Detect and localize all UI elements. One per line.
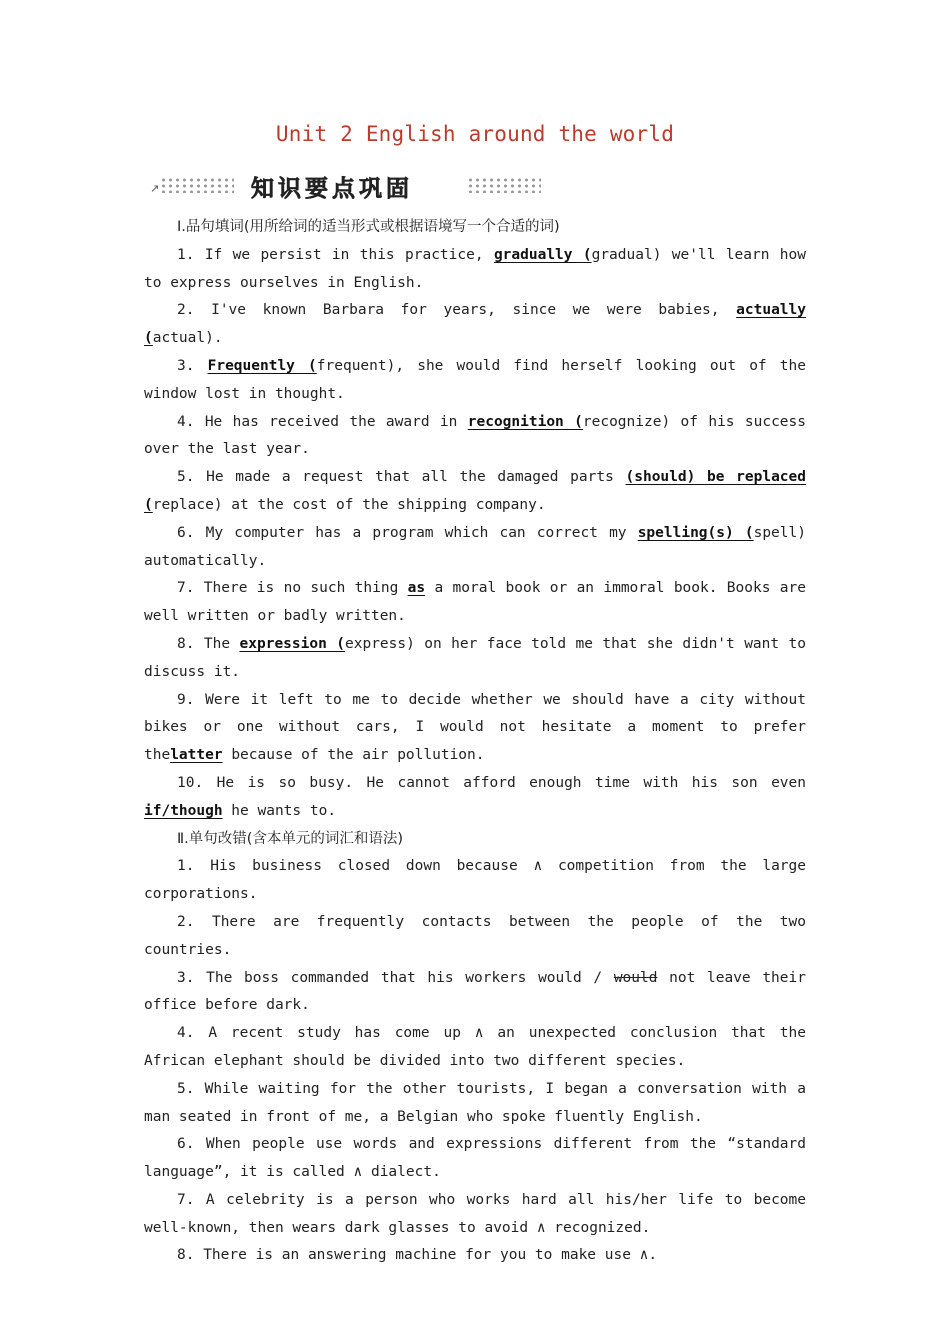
answer: actually ( bbox=[144, 302, 806, 347]
page-title: Unit 2 English around the world bbox=[275, 122, 675, 146]
fill-item-4: 4. He has received the award in recognition (recognize) of his success over the last year. bbox=[144, 413, 806, 458]
fill-item-7: 7. There is no such thing as a moral book or an immoral book. Books are well written or badly written. bbox=[144, 580, 806, 625]
section2-heading: Ⅱ.单句改错(含本单元的词汇和语法) bbox=[177, 830, 404, 847]
fill-item-8: 8. The expression (express) on her face told me that she didn't want to discuss it. bbox=[144, 635, 807, 680]
banner-title: 知识要点巩固 bbox=[251, 176, 413, 202]
answer: Frequently ( bbox=[207, 357, 317, 374]
banner-dots-right bbox=[467, 177, 541, 193]
fill-item-9: 9. Were it left to me to decide whether we should have a city without bikes or one without cars, I would not hesitate a moment to prefer thelatter because of the air pollution. bbox=[144, 691, 806, 764]
exercise-content bbox=[144, 214, 806, 1270]
correction-item-7: 7. A celebrity is a person who works hard all his/her life to become well-known, then wears dark glasses to avoid ∧ recognized. bbox=[144, 1191, 806, 1236]
banner-arrow-icon: ↗ bbox=[150, 182, 160, 195]
answer: as bbox=[407, 580, 426, 597]
banner-dots-left bbox=[160, 177, 234, 193]
correction-item-3: 3. The boss commanded that his workers would / would not leave their office before dark. bbox=[144, 969, 806, 1014]
fill-item-5: 5. He made a request that all the damaged parts (should) be replaced (replace) at the cost of the shipping company. bbox=[144, 469, 806, 513]
answer: (should) be replaced ( bbox=[144, 469, 806, 513]
struck-word: would bbox=[613, 969, 658, 986]
answer: spelling(s) ( bbox=[637, 524, 754, 541]
fill-item-10: 10. He is so busy. He cannot afford enough time with his son even if/though he wants to. bbox=[144, 774, 806, 819]
fill-item-2: 2. I've known Barbara for years, since we were babies, actually (actual). bbox=[144, 302, 806, 347]
correction-item-4: 4. A recent study has come up ∧ an unexpected conclusion that the African elephant should be divided into two different species. bbox=[144, 1025, 806, 1069]
answer: expression ( bbox=[239, 635, 345, 652]
section-banner bbox=[150, 168, 550, 202]
answer: gradually ( bbox=[493, 246, 592, 263]
fill-item-6: 6. My computer has a program which can correct my spelling(s) (spell) automatically. bbox=[144, 524, 806, 569]
answer: if/though bbox=[144, 802, 223, 819]
correction-item-2: 2. There are frequently contacts between the people of the two countries. bbox=[144, 913, 806, 958]
correction-item-5: 5. While waiting for the other tourists, I began a conversation with a man seated in front of me, a Belgian who spoke fluently English. bbox=[144, 1080, 806, 1125]
section1-heading: Ⅰ.品句填词(用所给词的适当形式或根据语境写一个合适的词) bbox=[177, 219, 560, 235]
fill-item-3: 3. Frequently (frequent), she would find herself looking out of the window lost in thought. bbox=[144, 357, 806, 402]
fill-item-1: 1. If we persist in this practice, gradually (gradual) we'll learn how to express ourselves in English. bbox=[144, 246, 806, 291]
answer: latter bbox=[170, 747, 223, 764]
correction-item-8: 8. There is an answering machine for you to make use ∧. bbox=[177, 1247, 658, 1264]
answer: recognition ( bbox=[467, 413, 583, 430]
correction-item-1: 1. His business closed down because ∧ competition from the large corporations. bbox=[144, 858, 806, 903]
correction-item-6: 6. When people use words and expressions different from the “standard language”, it is called ∧ dialect. bbox=[144, 1136, 806, 1181]
